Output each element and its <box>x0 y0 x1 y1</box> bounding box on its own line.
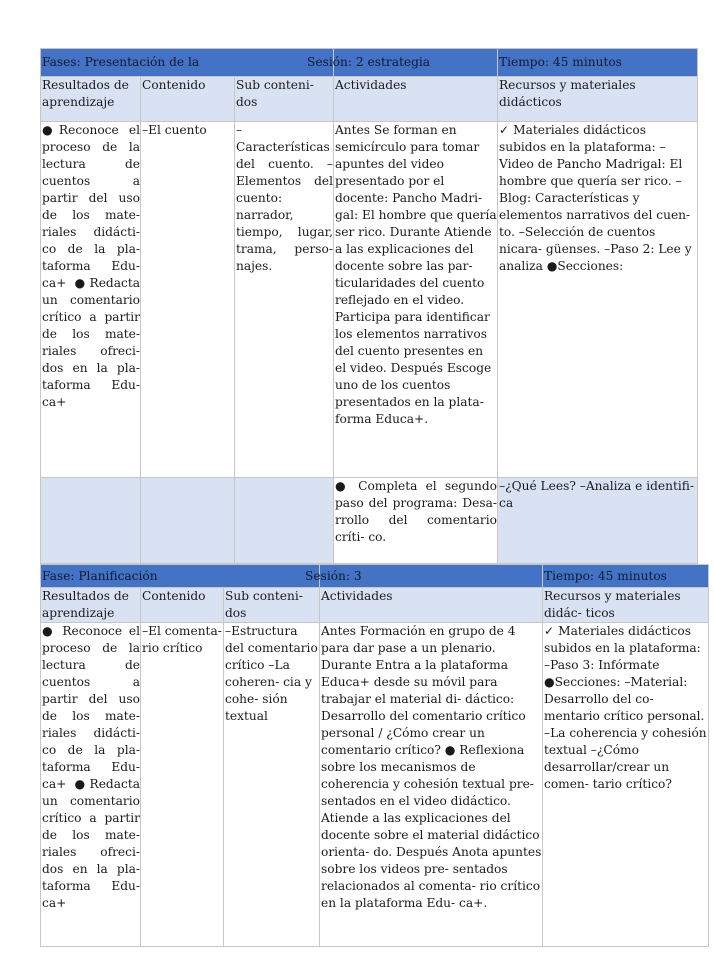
header-activities-2: Actividades <box>320 588 543 623</box>
session-3-header-row <box>41 588 709 623</box>
subcontent-cell-empty <box>235 478 334 564</box>
activities-cell-2: ● Completa el segundo paso del programa: Desa- rrollo del comentario críti- co. <box>334 478 498 564</box>
header-activities: Actividades <box>334 77 498 122</box>
time-label: Tiempo: 45 minutos <box>498 49 698 77</box>
resources-cell: ✓ Materiales didácticos subidos en la plataforma: –Video de Pancho Madrigal: El hombre que quería ser rico. –Blog: Características y elementos narrativos del cuen- to. –Selección de cuentos nicara- güenses. –Paso 2: Lee y analiza ●Secciones: <box>498 122 698 478</box>
session-3-band <box>41 565 709 588</box>
session-3-row <box>41 623 709 947</box>
results-cell: ●Reconoce el proceso de la lectura de cuentos a partir del uso de los mate- riales didácti- co de la pla- taforma Edu- ca+ ●Redacta un comentario crítico a partir de los mate- riales ofreci- dos en la pla- taforma Edu- ca+ <box>41 122 141 478</box>
resources-cell-3: ✓ Materiales didácticos subidos en la plataforma: –Paso 3: Infórmate ●Secciones: –Material: Desarrollo del co- mentario crítico personal. –La coherencia y cohesión textual –¿Cómo desarrollar/crear un comen- tario crítico? <box>543 623 709 947</box>
content-cell-2: –El comenta- rio crítico <box>141 623 224 947</box>
session-2-row <box>41 122 698 478</box>
header-results: Resultados de aprendizaje <box>41 77 141 122</box>
phase-label: Fases: Presentación de la <box>41 49 334 77</box>
activities-cell-3: Antes Formación en grupo de 4 para dar pase a un plenario. Durante Entra a la plataforma Educa+ desde su móvil para trabajar el material di- dáctico: Desarrollo del comentario crítico personal / ¿Cómo crear un comentario crítico? ● Reflexiona sobre los mecanismos de coherencia y cohesión textual pre- sentados en el video didáctico. Atiende a las explicaciones del docente sobre el material didáctico orienta- do. Después Anota apuntes sobre los videos pre- sentados relacionados al comenta- rio crítico en la plataforma Edu- ca+. <box>320 623 543 947</box>
session-2-header-row <box>41 77 698 122</box>
header-resources-2: Recursos y materiales didác- ticos <box>543 588 709 623</box>
session-2-band <box>41 49 698 77</box>
header-content-2: Contenido <box>141 588 224 623</box>
session-3-table <box>40 564 709 947</box>
header-results-2: Resultados de aprendizaje <box>41 588 141 623</box>
activities-cell: Antes Se forman en semicírculo para tomar apuntes del video presentado por el docente: Pancho Madri- gal: El hombre que quería ser rico. Durante Atiende a las explicaciones del docente sobre las par- ticularidades del cuento reflejado en el video. Participa para identificar los elementos narrativos del cuento presentes en el video. Después Escoge uno de los cuentos presentados en la plata- forma Educa+. <box>334 122 498 478</box>
session-label: Sesión: 2 estrategia <box>307 55 431 69</box>
subcontent-cell: –Características del cuento. –Elementos del cuento: narrador, tiempo, lugar, trama, perso- najes. <box>235 122 334 478</box>
header-content: Contenido <box>141 77 235 122</box>
results-cell-empty <box>41 478 141 564</box>
time-label-2: Tiempo: 45 minutos <box>543 565 709 588</box>
session-2-table <box>40 48 698 564</box>
header-resources: Recursos y materiales didácticos <box>498 77 698 122</box>
results-cell-2: ● Reconoce el proceso de la lectura de cuentos a partir del uso de los mate- riales didácti- co de la pla- taforma Edu- ca+ ●Redacta un comentario crítico a partir de los mate- riales ofreci- dos en la pla- taforma Edu- ca+ <box>41 623 141 947</box>
header-subcontent-2: Sub conteni- dos <box>224 588 320 623</box>
subcontent-cell-2: –Estructura del comentario crítico –La coheren- cia y cohe- sión textual <box>224 623 320 947</box>
header-subcontent: Sub conteni- dos <box>235 77 334 122</box>
phase-label-2: Fase: Planificación <box>41 565 320 588</box>
content-cell-empty <box>141 478 235 564</box>
session-label-2: Sesión: 3 <box>305 568 362 583</box>
resources-cell-2: –¿Qué Lees? –Analiza e identifi- ca <box>498 478 698 564</box>
content-cell: –El cuento <box>141 122 235 478</box>
session-2-row-2 <box>41 478 698 564</box>
